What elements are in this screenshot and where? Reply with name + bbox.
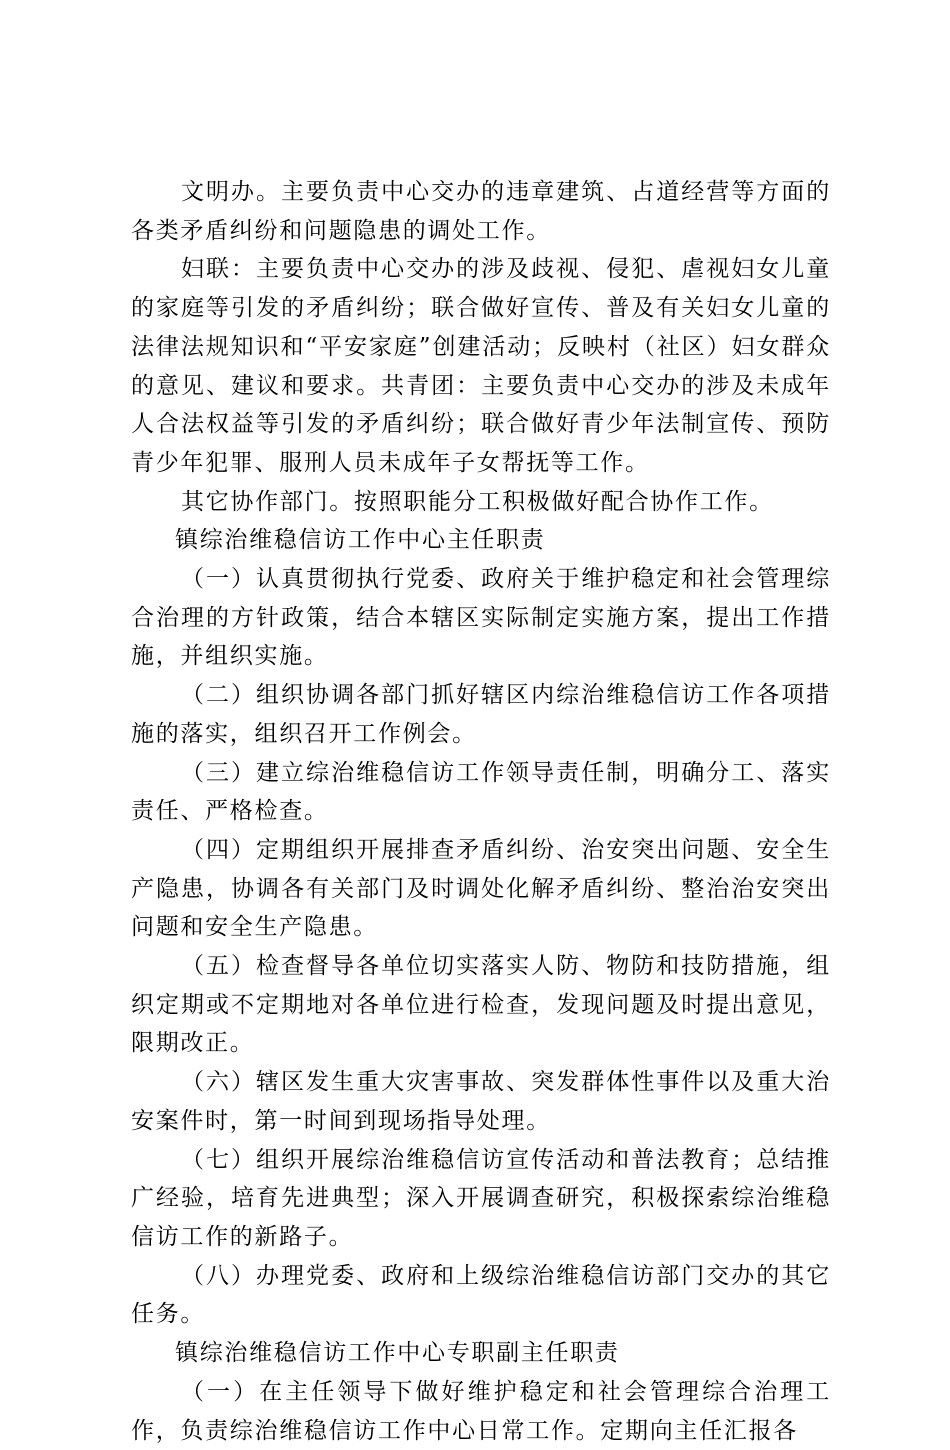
director-duty-item-3: （三）建立综治维稳信访工作领导责任制，明确分工、落实责任、严格检查。: [131, 759, 831, 825]
paragraph-wenmingban: 文明办。主要负责中心交办的违章建筑、占道经营等方面的各类矛盾纠纷和问题隐患的调处工作。: [131, 179, 831, 244]
director-duty-item-1: （一）认真贯彻执行党委、政府关于维护稳定和社会管理综合治理的方针政策，结合本辖区实际制定实施方案，提出工作措施，并组织实施。: [131, 566, 831, 670]
document-body: [131, 173, 831, 1450]
section-heading-deputy-director-duties: 镇综治维稳信访工作中心专职副主任职责: [175, 1340, 620, 1367]
director-duty-item-6: （六）辖区发生重大灾害事故、突发群体性事件以及重大治安案件时，第一时间到现场指导处理。: [131, 1069, 831, 1134]
director-duty-item-7: （七）组织开展综治维稳信访宣传活动和普法教育；总结推广经验，培育先进典型；深入开展调查研究，积极探索综治维稳信访工作的新路子。: [131, 1146, 831, 1250]
director-duty-item-8: （八）办理党委、政府和上级综治维稳信访部门交办的其它任务。: [131, 1262, 831, 1328]
director-duty-item-2: （二）组织协调各部门抓好辖区内综治维稳信访工作各项措施的落实，组织召开工作例会。: [131, 682, 831, 747]
paragraph-other-departments: 其它协作部门。按照职能分工积极做好配合协作工作。: [181, 488, 774, 515]
section-heading-director-duties: 镇综治维稳信访工作中心主任职责: [175, 527, 546, 554]
director-duty-item-4: （四）定期组织开展排查矛盾纠纷、治安突出问题、安全生产隐患，协调各有关部门及时调处化解矛盾纠纷、整治治安突出问题和安全生产隐患。: [131, 836, 831, 941]
director-duty-item-5: （五）检查督导各单位切实落实人防、物防和技防措施，组织定期或不定期地对各单位进行检查，发现问题及时提出意见，限期改正。: [131, 953, 831, 1057]
paragraph-fulian-gongqingtuan: 妇联：主要负责中心交办的涉及歧视、侵犯、虐视妇女儿童的家庭等引发的矛盾纠纷；联合做好宣传、普及有关妇女儿童的法律法规知识和“平安家庭”创建活动；反映村（社区）妇女群众的意见、建议和要求。共青团：主要负责中心交办的涉及未成年人合法权益等引发的矛盾纠纷；联合做好青少年法制宣传、预防青少年犯罪、服刑人员未成年子女帮抚等工作。: [131, 256, 831, 476]
deputy-duty-item-1: （一）在主任领导下做好维护稳定和社会管理综合治理工作，负责综治维稳信访工作中心日常工作。定期向主任汇报各: [131, 1378, 831, 1444]
